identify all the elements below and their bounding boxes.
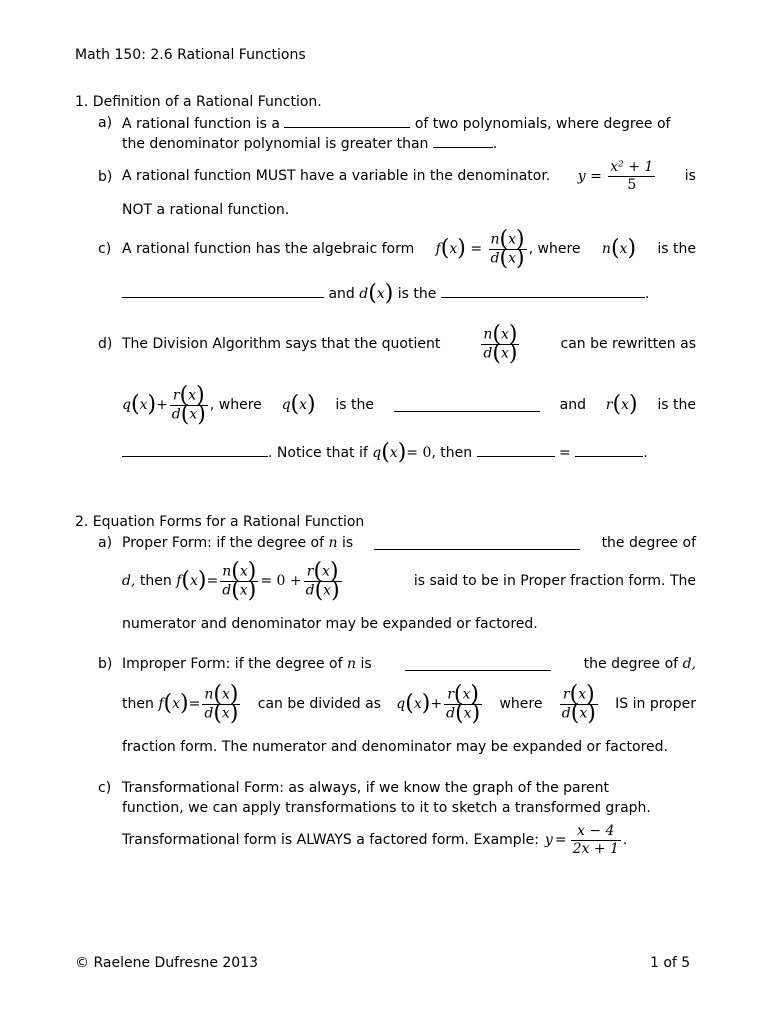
var-n: n: [204, 686, 214, 703]
blank-1d-2[interactable]: [122, 443, 268, 457]
var-q: q: [372, 445, 382, 461]
blank-1d-1[interactable]: [394, 398, 540, 412]
section-2-heading: 2. Equation Forms for a Rational Function: [75, 514, 365, 530]
item-1c-line1: A rational function has the algebraic form f(x) = $\frac{n(x)}{d(x)}$ , where n(x) is the: [122, 227, 696, 271]
var-n: n: [490, 231, 500, 248]
item-1c-where: , where: [528, 241, 581, 257]
plus-sign: +: [430, 696, 443, 712]
fraction-r-over-d: $\frac{r(x)}{d(x)}$: [561, 682, 596, 726]
denominator: 2x + 1: [572, 840, 619, 857]
var-x: x: [463, 705, 472, 721]
var-x: x: [189, 406, 198, 422]
item-1d-is-the: is the: [335, 397, 375, 413]
var-n: n: [483, 326, 493, 343]
var-n: n: [328, 535, 338, 551]
var-x: x: [188, 387, 197, 404]
denominator: 5: [627, 176, 637, 193]
blank-1a-2[interactable]: [433, 134, 493, 148]
period: .: [492, 136, 498, 152]
fraction-r-over-d: $\frac{r(x)}{d(x)}$: [305, 559, 340, 603]
var-d: d: [359, 286, 369, 302]
fraction-r-over-d: $\frac{r(x)}{d(x)}$: [446, 682, 481, 726]
item-1d-label: d): [98, 336, 113, 352]
item-2b-line1: [122, 655, 696, 673]
var-x: x: [462, 686, 471, 703]
var-d: d: [446, 705, 456, 721]
var-r: r: [306, 563, 314, 580]
numerator: x − 4: [571, 823, 621, 841]
var-q: q: [281, 397, 291, 413]
var-d: d: [305, 582, 315, 598]
var-n: n: [346, 656, 356, 672]
item-1a-text1: A rational function is a: [122, 116, 280, 132]
var-x: x: [322, 563, 330, 580]
footer-page-number: 1 of 5: [650, 955, 691, 971]
item-1d-line2: q(x)+ $\frac{r(x)}{d(x)}$ , where q(x) is the and r(x) is the: [122, 383, 696, 427]
var-x: x: [578, 686, 587, 703]
var-x: x: [139, 397, 148, 413]
blank-1a-1[interactable]: [284, 114, 410, 128]
item-2b-label: b): [98, 656, 113, 672]
item-1d-notice: . Notice that if: [268, 445, 368, 461]
item-1b-is: is: [684, 168, 696, 184]
page-title: Math 150: 2.6 Rational Functions: [75, 47, 306, 63]
var-f: f: [435, 241, 441, 257]
item-1d-text2: can be rewritten as: [560, 336, 696, 352]
item-1a-text2: of two polynomials, where degree of: [414, 116, 671, 132]
item-2a-then: then: [139, 573, 172, 589]
item-2c-line3: [122, 820, 627, 860]
var-x: x: [413, 696, 422, 712]
item-1c-and: and: [328, 286, 355, 302]
equals-sign: =: [554, 832, 567, 848]
var-x: x: [189, 573, 198, 589]
item-1d-line3: . Notice that if q(x)= 0, then = .: [122, 443, 648, 462]
var-x: x: [323, 582, 332, 598]
var-x: x: [508, 231, 517, 248]
var-r: r: [605, 397, 613, 413]
var-x: x: [621, 397, 629, 413]
var-x: x: [221, 705, 230, 721]
period: .: [644, 286, 650, 302]
item-2b-is: is: [360, 656, 372, 672]
var-d: d,: [682, 656, 696, 672]
item-1d-and: and: [559, 397, 586, 413]
item-1c-line2: and d(x) is the .: [122, 284, 649, 303]
var-x: x: [579, 705, 588, 721]
item-2a-line3: numerator and denominator may be expanded or factored.: [122, 616, 538, 632]
item-1d-then: , then: [431, 445, 473, 461]
item-2b-is-proper: IS in proper: [615, 696, 696, 712]
item-2b-text2: the degree of: [583, 656, 679, 672]
fraction-n-over-d: $\frac{n(x)}{d(x)}$: [490, 227, 525, 271]
var-x: x: [508, 250, 517, 266]
numerator: x² + 1: [610, 158, 654, 175]
item-2b-text1: Improper Form: if the degree of: [122, 656, 343, 672]
var-n: n: [601, 241, 611, 257]
section-1-heading: 1. Definition of a Rational Function.: [75, 94, 322, 110]
equals-sign: =: [188, 696, 201, 712]
item-2c-label: c): [98, 780, 112, 796]
var-f: f: [176, 573, 182, 589]
item-2a-line2: d, then f(x)= $\frac{n(x)}{d(x)}$ = 0 + $\frac{r(x)}{d(x)}$ is said to be in Proper fraction form. The: [122, 559, 696, 603]
blank-1d-3[interactable]: [477, 443, 555, 457]
var-r: r: [172, 387, 180, 404]
item-2c-line2: function, we can apply transformations to it to sketch a transformed graph.: [122, 800, 651, 816]
item-2a-text2: the degree of: [601, 535, 696, 551]
item-1a-line2-text: the denominator polynomial is greater than: [122, 136, 429, 152]
var-n: n: [222, 563, 232, 580]
var-y: y: [544, 832, 553, 848]
fraction-r-over-d: $\frac{r(x)}{d(x)}$: [171, 383, 206, 427]
var-x: x: [449, 241, 458, 257]
blank-1d-4[interactable]: [575, 443, 643, 457]
period: .: [622, 832, 628, 848]
item-1b-label: b): [98, 169, 113, 185]
fraction-n-over-d: $\frac{n(x)}{d(x)}$: [222, 559, 257, 603]
item-2c-line1: Transformational Form: as always, if we know the graph of the parent: [122, 780, 610, 796]
equals-sign: =: [470, 241, 483, 257]
item-2b-where: where: [499, 696, 543, 712]
item-1d-is-the-2: is the: [657, 397, 696, 413]
var-d: d: [490, 250, 500, 266]
var-q: q: [122, 397, 131, 413]
item-1b-line1: [122, 156, 696, 196]
equals-sign: =: [590, 168, 602, 184]
var-d: d: [171, 406, 181, 422]
item-2a-line1: [122, 534, 696, 552]
fraction-x2-plus-1-over-5: [608, 159, 655, 194]
var-x: x: [221, 686, 230, 703]
equals-sign: =: [206, 573, 219, 589]
item-2a-is: is: [342, 535, 354, 551]
var-x: x: [500, 326, 509, 343]
item-1c-is-the-2: is the: [397, 286, 437, 302]
item-1c-label: c): [98, 241, 112, 257]
period: .: [643, 445, 648, 461]
item-1b-line2: NOT a rational function.: [122, 202, 290, 218]
var-x: x: [376, 286, 385, 302]
var-x: x: [500, 345, 509, 361]
item-1a-line1: [122, 114, 670, 133]
item-1c-is-the: is the: [657, 241, 696, 257]
item-2c-line3-text: Transformational form is ALWAYS a factored form. Example:: [122, 832, 539, 848]
item-1d-where: , where: [209, 397, 262, 413]
var-x: x: [619, 241, 628, 257]
item-2a-text1: Proper Form: if the degree of: [122, 535, 325, 551]
var-r: r: [447, 686, 454, 703]
blank-2a-1[interactable]: [374, 536, 580, 550]
var-x: x: [299, 397, 308, 413]
blank-1c-2[interactable]: [441, 284, 645, 298]
item-1a-label: a): [98, 115, 113, 131]
item-2b-divided: can be divided as: [257, 696, 381, 712]
var-d: d,: [122, 573, 136, 589]
var-x: x: [239, 582, 248, 598]
var-d: d: [483, 345, 493, 361]
item-1c-text1: A rational function has the algebraic form: [122, 241, 415, 257]
item-1d-text1: The Division Algorithm says that the quotient: [122, 336, 441, 352]
var-d: d: [561, 705, 571, 721]
var-x: x: [389, 445, 398, 461]
var-x: x: [172, 696, 180, 712]
item-2b-line2: then f(x)= $\frac{n(x)}{d(x)}$ can be divided as q(x)+ $\frac{r(x)}{d(x)}$ where $\frac{r(x)}{d(x)}$ IS in proper: [122, 682, 696, 726]
item-1b-text1: A rational function MUST have a variable in the denominator.: [122, 168, 551, 184]
blank-1c-1[interactable]: [122, 284, 324, 298]
var-d: d: [222, 582, 232, 598]
equals-zero-plus: = 0 +: [260, 573, 302, 589]
fraction-example: [571, 823, 621, 858]
var-r: r: [562, 686, 570, 703]
var-x: x: [239, 563, 248, 580]
equals-zero: = 0: [406, 445, 432, 461]
fraction-n-over-d: $\frac{n(x)}{d(x)}$: [204, 682, 239, 726]
item-2a-label: a): [98, 535, 113, 551]
equals-sign: =: [559, 445, 571, 461]
item-2a-text3: is said to be in Proper fraction form. The: [413, 573, 696, 589]
footer-copyright: © Raelene Dufresne 2013: [75, 955, 259, 971]
var-y: y: [577, 168, 586, 184]
var-f: f: [158, 696, 164, 712]
item-2b-then: then: [122, 696, 154, 712]
fraction-n-over-d: $\frac{n(x)}{d(x)}$: [483, 322, 518, 366]
item-2b-line3: fraction form. The numerator and denominator may be expanded or factored.: [122, 739, 668, 755]
item-1a-line2: [122, 134, 497, 153]
blank-2b-1[interactable]: [405, 657, 551, 671]
var-d: d: [204, 705, 214, 721]
var-q: q: [396, 696, 406, 712]
item-1d-line1: [122, 317, 696, 371]
plus-sign: +: [156, 397, 168, 413]
